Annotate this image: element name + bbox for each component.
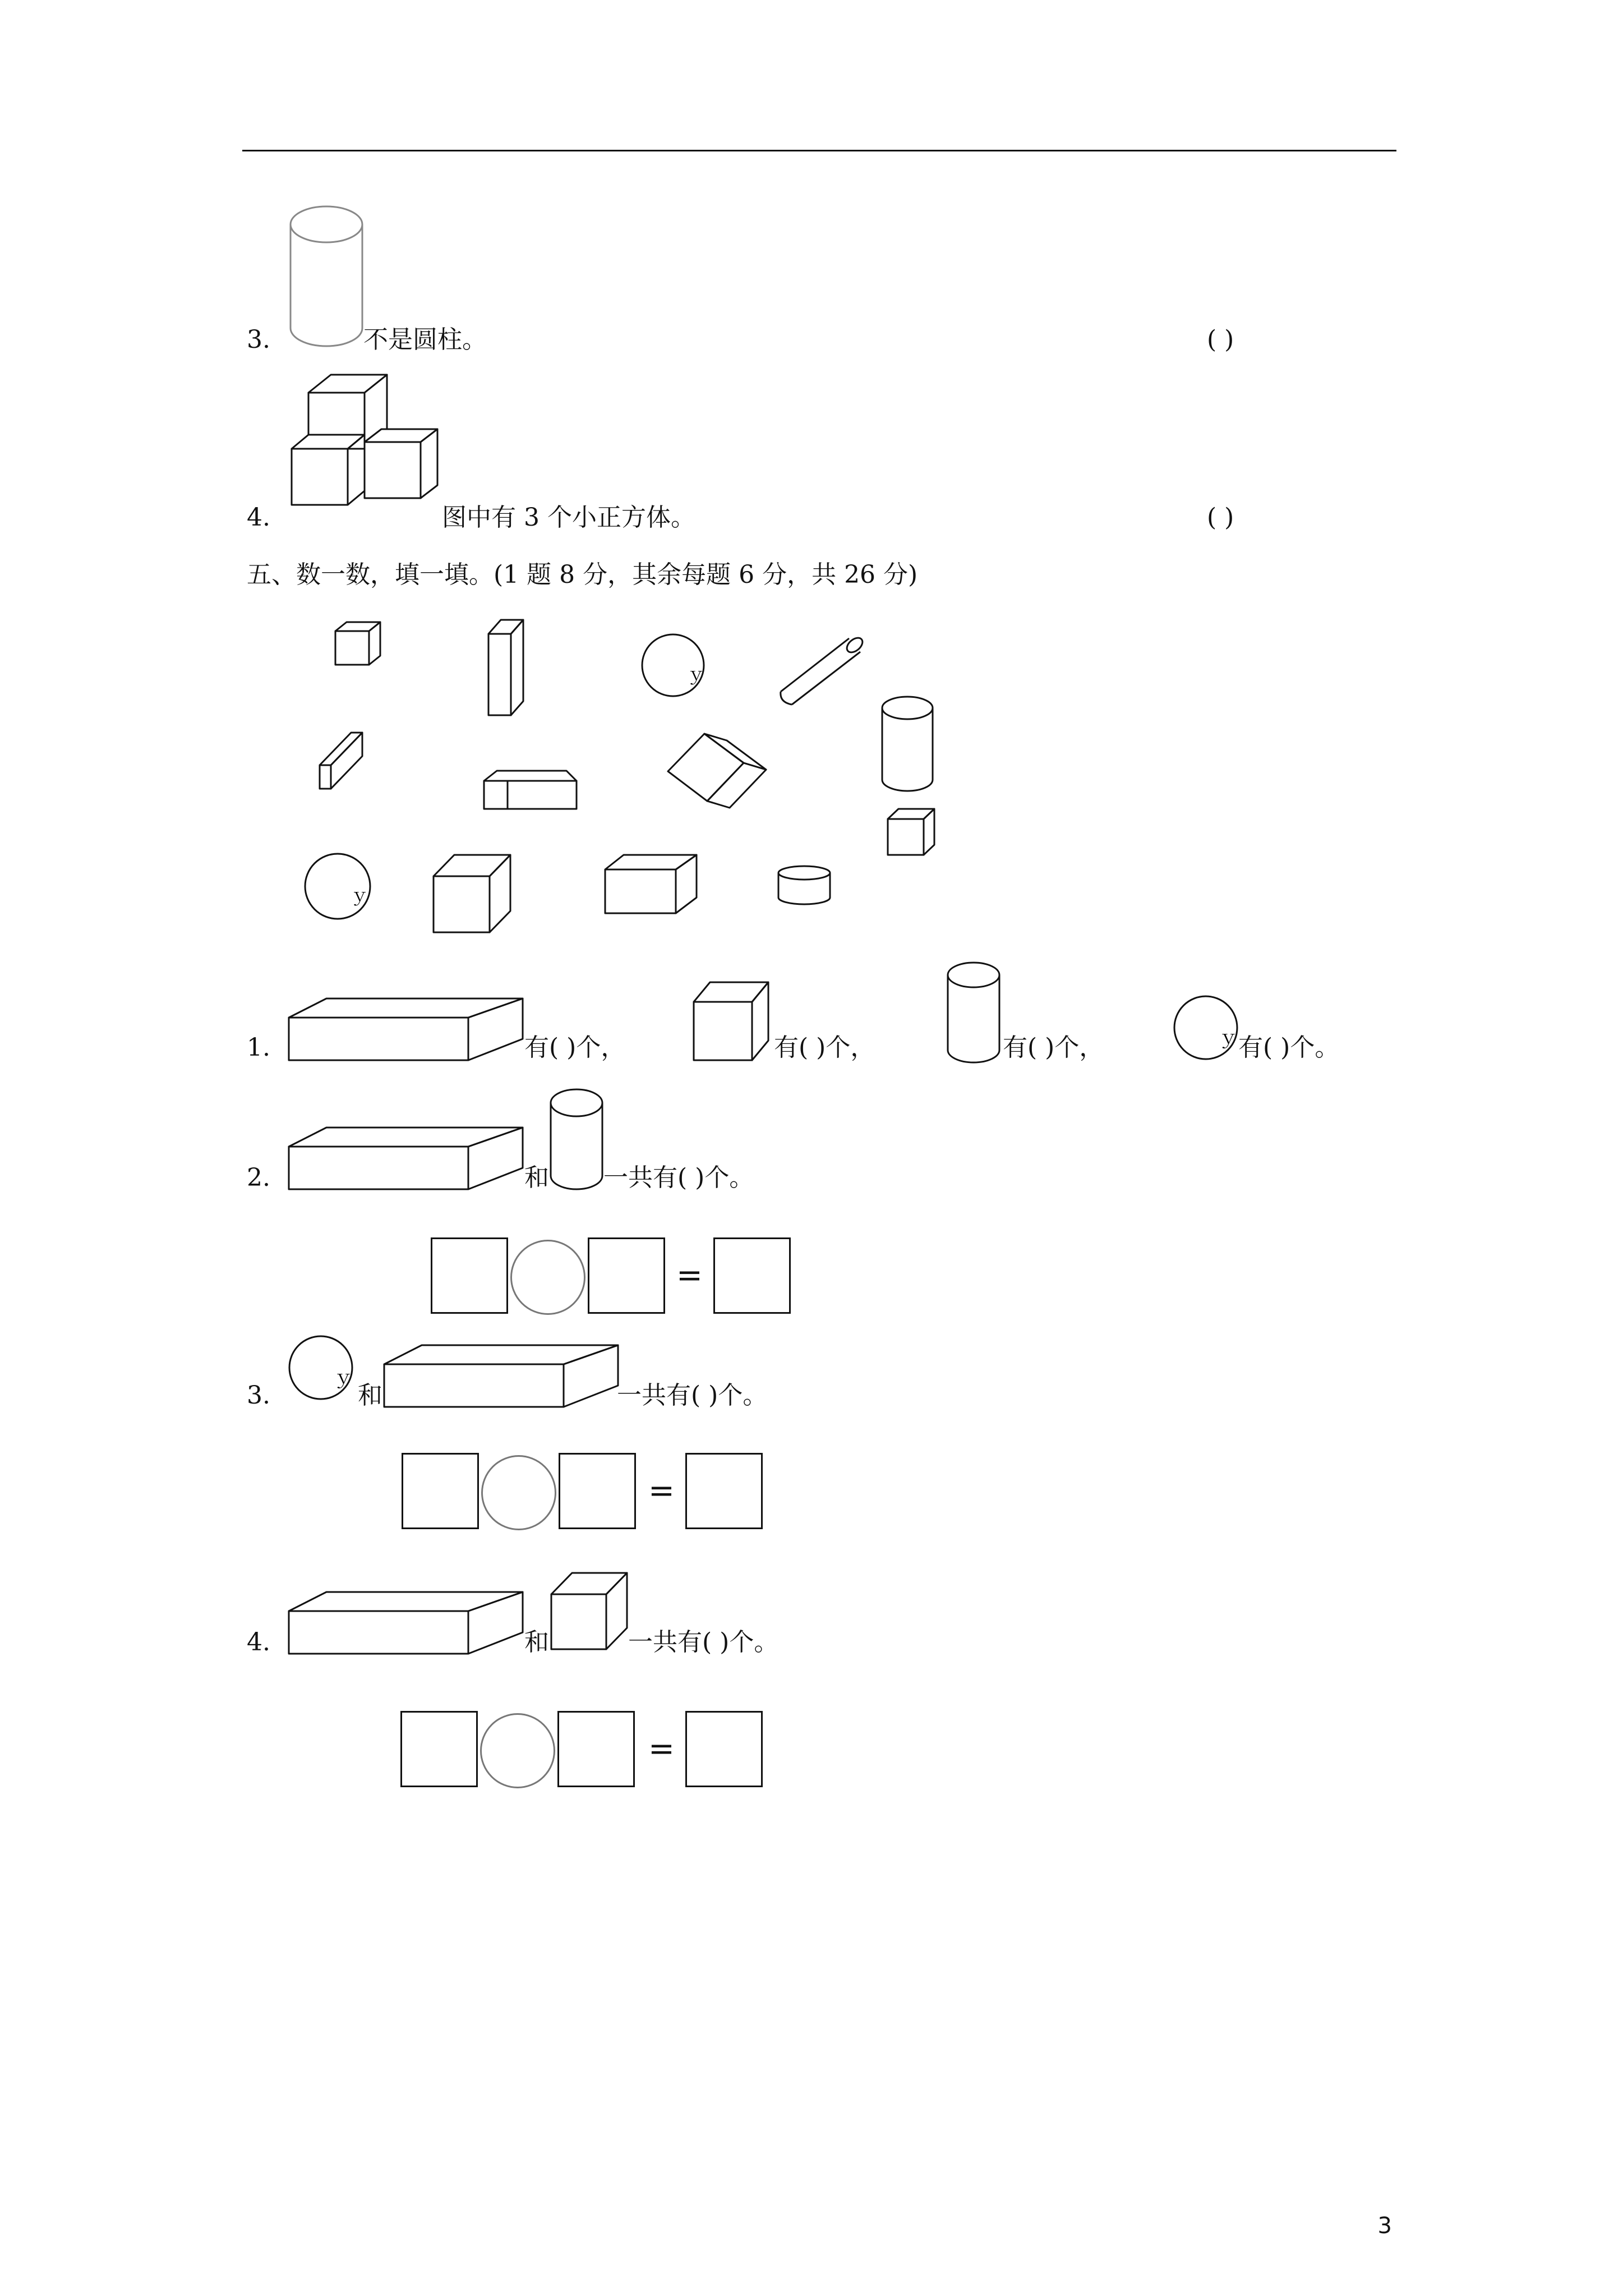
s5q2-and: 和 <box>524 1163 549 1192</box>
ball-shape-1 <box>640 633 708 700</box>
s5q4-box-result[interactable] <box>685 1711 763 1787</box>
rod-cylinder-shape <box>776 633 866 711</box>
s5q4-box-1[interactable] <box>400 1711 478 1787</box>
q3-answer-paren[interactable]: ( ) <box>1207 325 1234 354</box>
cuboid-shape-tilted <box>317 728 385 795</box>
cube-icon-q1 <box>692 979 771 1064</box>
svg-text:ｙ: ｙ <box>334 1366 353 1388</box>
ball-icon-q1 <box>1172 995 1242 1062</box>
s5q3-total: 一共有( )个。 <box>617 1381 768 1410</box>
svg-text:ｙ: ｙ <box>351 886 368 905</box>
s5q3-box-1[interactable] <box>402 1453 479 1529</box>
s5q1-cube-count: 有( )个， <box>774 1033 875 1062</box>
s5q4-box-2[interactable] <box>557 1711 635 1787</box>
cylinder-shape-1 <box>880 696 937 797</box>
section5-title: 五、数一数，填一填。(1 题 8 分，其余每题 6 分，共 26 分) <box>247 560 918 589</box>
cuboid-icon-q4 <box>287 1590 525 1657</box>
cuboid-shape-tall <box>487 617 526 718</box>
cube-shape-3 <box>432 853 516 937</box>
s5q2-equals: = <box>676 1257 703 1294</box>
cuboid-icon-q1 <box>287 996 525 1064</box>
s5q4-and: 和 <box>524 1628 549 1657</box>
q4-number: 4. <box>247 503 270 532</box>
q3-number: 3. <box>247 325 270 354</box>
s5q1-number: 1. <box>247 1033 270 1062</box>
cuboid-shape-medium <box>603 853 704 920</box>
s5q4-operator-circle[interactable] <box>480 1713 555 1788</box>
s5q2-total: 一共有( )个。 <box>603 1163 754 1192</box>
s5q1-cylinder-count: 有( )个， <box>1003 1033 1104 1062</box>
s5q3-number: 3. <box>247 1381 270 1410</box>
cylinder-shape-short <box>775 864 837 909</box>
ball-shape-2 <box>303 852 376 924</box>
s5q4-equals: = <box>648 1731 675 1767</box>
svg-text:ｙ: ｙ <box>688 665 704 684</box>
page-number: 3 <box>1377 2213 1392 2239</box>
cylinder-figure <box>286 202 370 353</box>
s5q1-cuboid-count: 有( )个， <box>524 1033 626 1062</box>
header-rule <box>242 150 1396 151</box>
q4-text: 图中有 3 个小正方体。 <box>442 503 695 532</box>
s5q2-box-result[interactable] <box>713 1237 791 1314</box>
svg-text:ｙ: ｙ <box>1219 1027 1238 1048</box>
cuboid-shape-flat-1 <box>482 769 583 813</box>
cylinder-icon-q1 <box>946 960 1007 1067</box>
cylinder-icon-q2 <box>548 1087 610 1194</box>
q4-answer-paren[interactable]: ( ) <box>1207 503 1234 532</box>
ball-icon-q3 <box>287 1335 357 1402</box>
s5q1-ball-count: 有( )个。 <box>1238 1033 1340 1062</box>
cuboid-icon-q2 <box>287 1125 525 1193</box>
s5q4-total: 一共有( )个。 <box>628 1628 779 1657</box>
s5q3-equals: = <box>648 1473 675 1509</box>
cube-shape-2 <box>886 807 942 863</box>
q3-text: 不是圆柱。 <box>363 325 487 354</box>
s5q2-box-2[interactable] <box>588 1237 665 1314</box>
s5q2-number: 2. <box>247 1163 270 1192</box>
s5q3-box-result[interactable] <box>685 1453 763 1529</box>
s5q2-box-1[interactable] <box>431 1237 508 1314</box>
stacked-cubes-figure <box>292 370 443 533</box>
cube-shape-1 <box>334 620 385 670</box>
cube-shape-rotated <box>665 729 772 819</box>
cuboid-icon-q3 <box>382 1343 621 1410</box>
s5q3-and: 和 <box>358 1381 382 1410</box>
s5q2-operator-circle[interactable] <box>510 1240 585 1315</box>
s5q3-box-2[interactable] <box>559 1453 636 1529</box>
s5q3-operator-circle[interactable] <box>481 1455 556 1530</box>
s5q4-number: 4. <box>247 1628 270 1657</box>
cube-icon-q4 <box>550 1571 631 1655</box>
